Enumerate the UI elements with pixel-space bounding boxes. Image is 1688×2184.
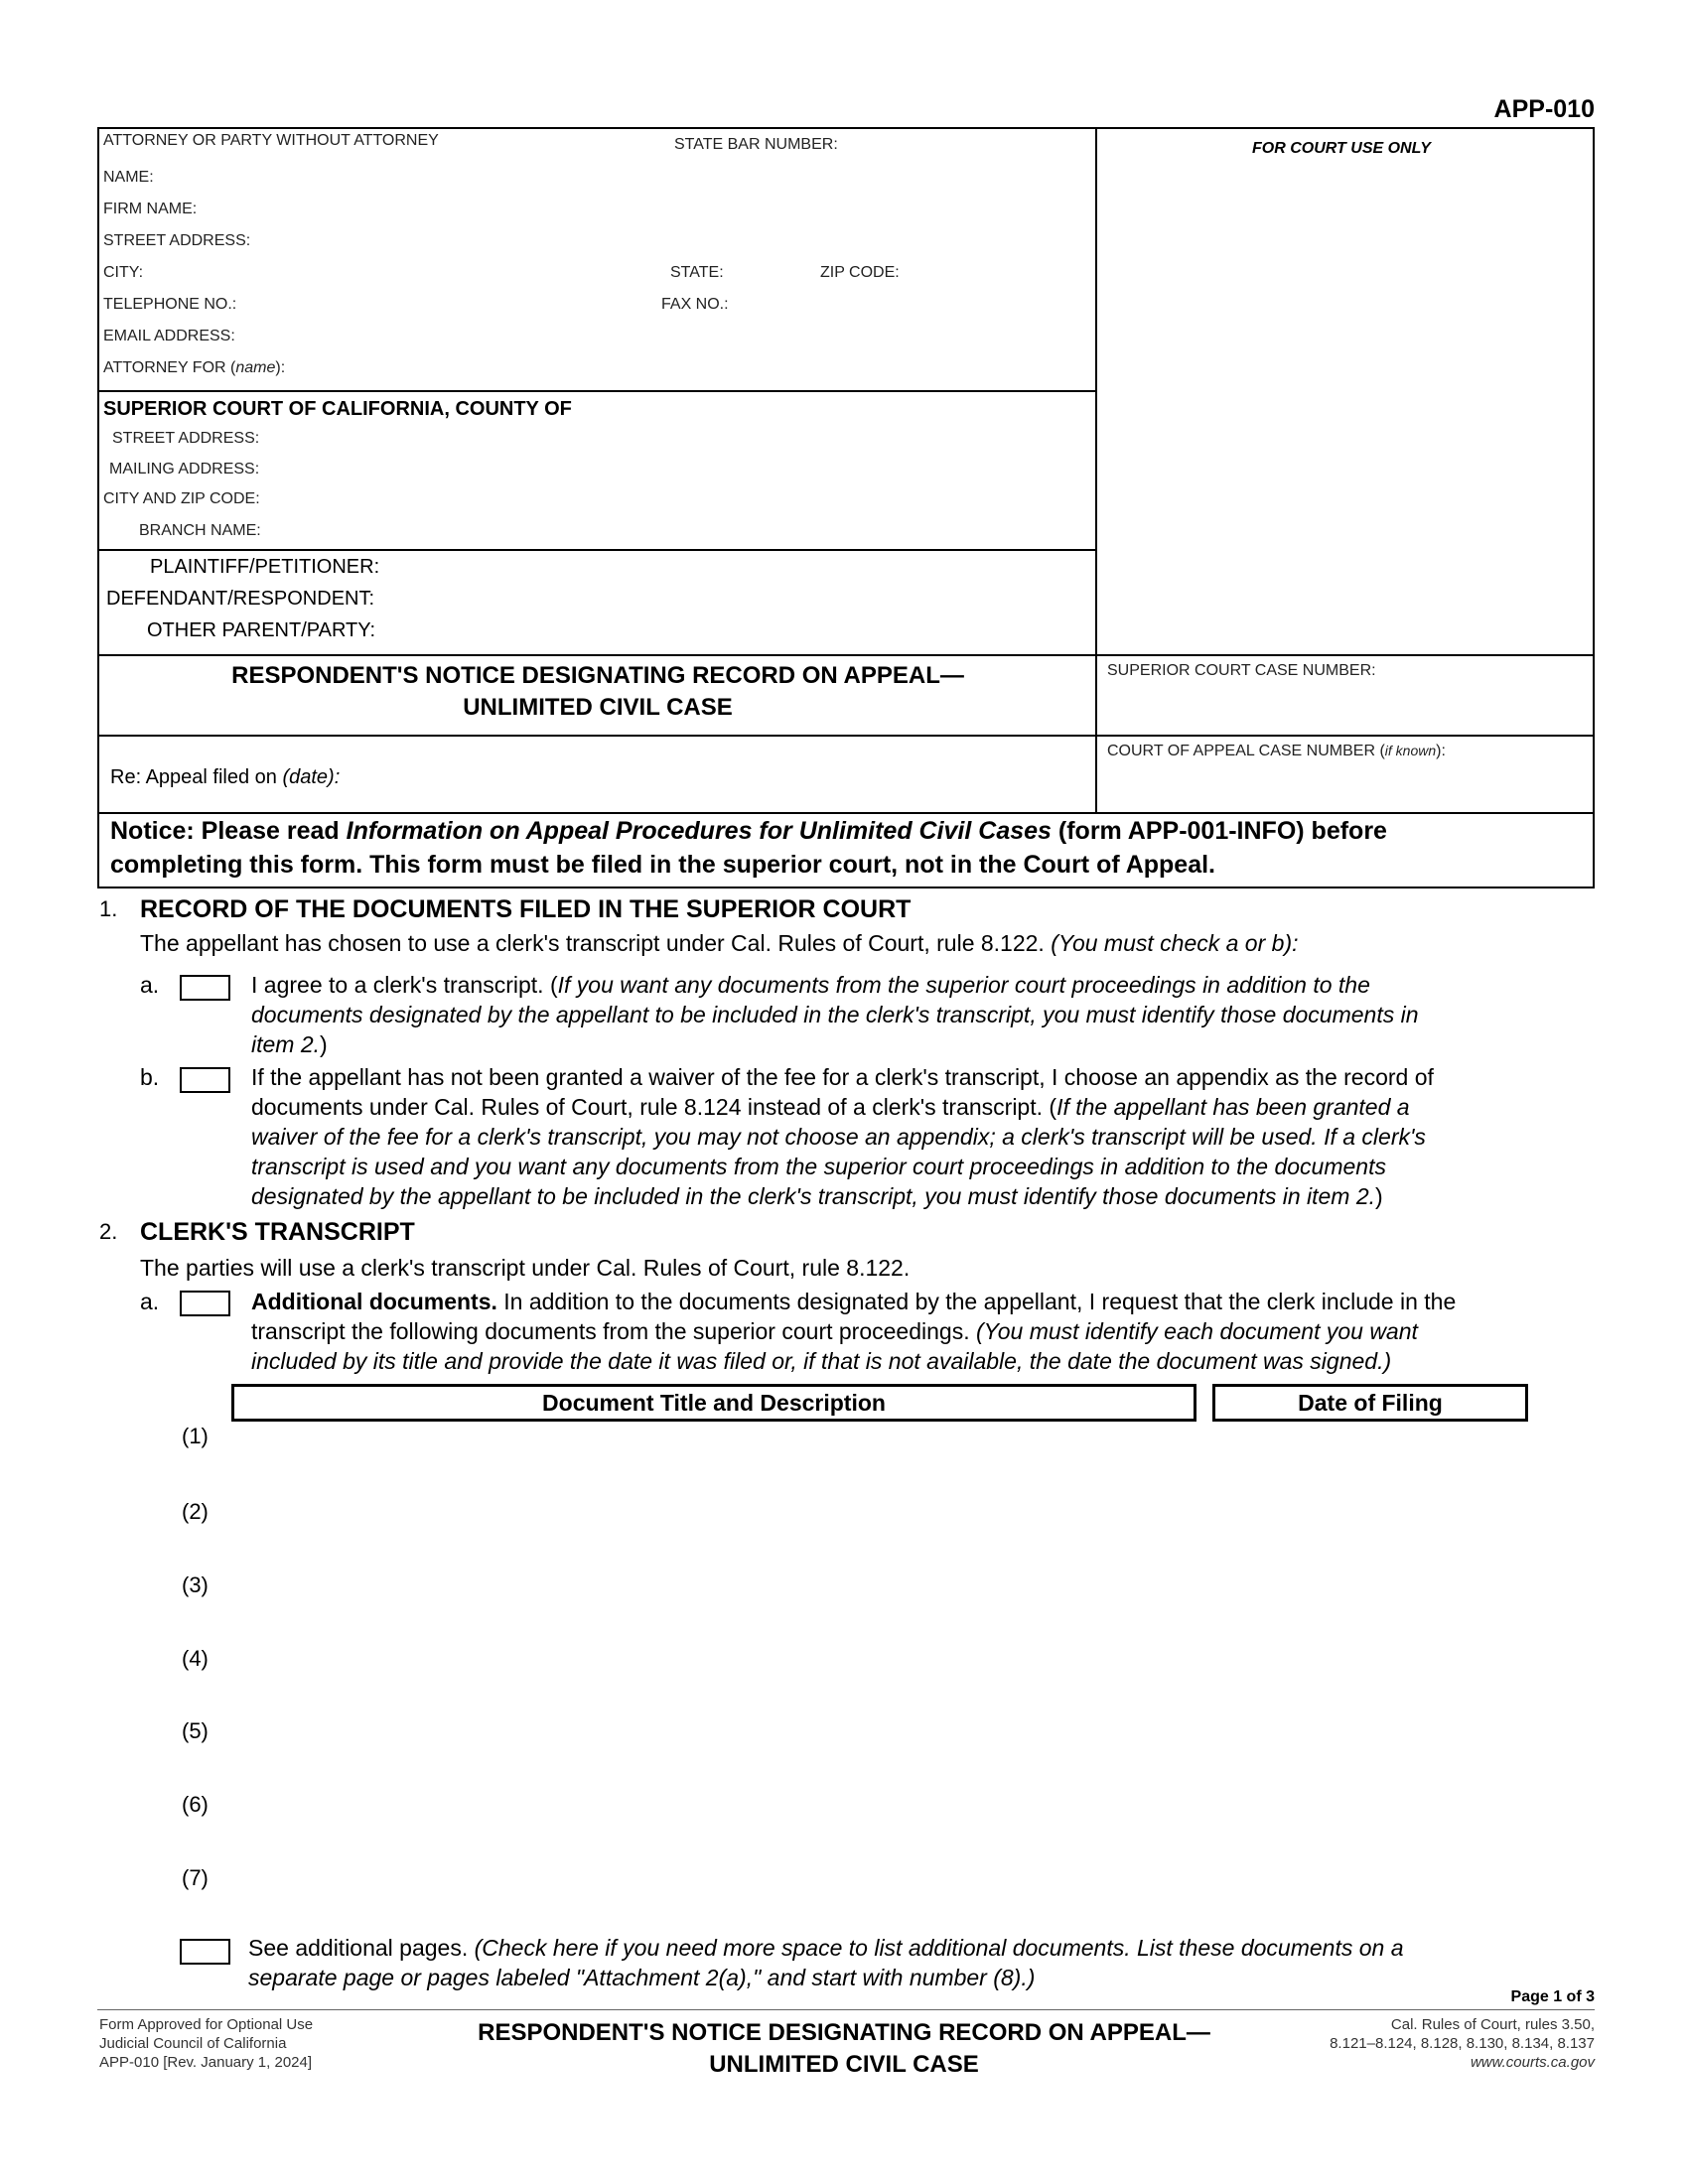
see-additional-italic: (Check here if you need more space to list additional documents. List these documents on a (474, 1935, 1404, 1961)
doc-title-input-1[interactable] (234, 1427, 1193, 1448)
re-appeal-text: Re: Appeal filed on (110, 766, 283, 788)
state-bar-input[interactable] (854, 133, 1082, 155)
county-input[interactable] (635, 398, 1082, 420)
city-input[interactable] (149, 261, 655, 283)
additional-docs-checkbox[interactable] (180, 1291, 230, 1316)
appeal-case-text: COURT OF APPEAL CASE NUMBER ( (1107, 743, 1385, 759)
option-b-line1: If the appellant has not been granted a waiver of the fee for a clerk's transcript, I choose an appendix as the record of (251, 1064, 1434, 1090)
attorney-for-name-text: name (235, 359, 276, 376)
doc-title-input-7[interactable] (234, 1868, 1193, 1890)
row-label: (1) (182, 1424, 209, 1448)
footer-rule (97, 2009, 1595, 2010)
option-b-text (251, 1062, 1587, 1211)
additional-docs-line2-plain: transcript the following documents from the superior court proceedings. (251, 1318, 976, 1344)
street-input[interactable] (263, 229, 1077, 251)
notice-part1: Notice: Please read (110, 817, 347, 845)
option-a-line1-plain: I agree to a clerk's transcript. ( (251, 972, 558, 998)
col-date-text: Date of Filing (1298, 1389, 1443, 1416)
option-b-line5: designated by the appellant to be included in the clerk's transcript, you must identify those documents in item 2. (251, 1183, 1376, 1209)
see-additional-checkbox[interactable] (180, 1939, 230, 1965)
additional-docs-line3: included by its title and provide the date it was filed or, if that is not available, the date the document was signed.) (251, 1348, 1392, 1374)
footer-left-line3: APP-010 [Rev. January 1, 2024] (99, 2054, 313, 2071)
footer-left (99, 2015, 313, 2072)
option-a-line3: item 2. (251, 1031, 321, 1057)
appeal-case-number-label (1107, 743, 1446, 760)
footer-left-line2: Judicial Council of California (99, 2035, 287, 2052)
appeal-date-input[interactable] (377, 766, 1072, 788)
city-label: CITY: (103, 264, 144, 281)
plaintiff-label: PLAINTIFF/PETITIONER: (150, 556, 380, 578)
see-additional-text (248, 1933, 1589, 1992)
defendant-input[interactable] (417, 588, 1082, 610)
doc-title-input-4[interactable] (234, 1649, 1193, 1671)
doc-title-input-3[interactable] (234, 1575, 1193, 1597)
section1-number: 1. (99, 896, 118, 921)
court-cityzip-label: CITY AND ZIP CODE: (103, 490, 260, 507)
footer-right (1330, 2015, 1595, 2072)
attorney-for-input[interactable] (298, 356, 1077, 378)
doc-date-input-3[interactable] (1215, 1575, 1525, 1597)
firm-input[interactable] (199, 198, 1077, 219)
footer-title-line2: UNLIMITED CIVIL CASE (709, 2051, 979, 2078)
appeal-case-end: ): (1436, 743, 1446, 759)
option-a-label: a. (140, 972, 160, 998)
name-label: NAME: (103, 169, 154, 186)
section2-number: 2. (99, 1219, 118, 1244)
state-label: STATE: (670, 264, 724, 281)
footer-title-line1: RESPONDENT'S NOTICE DESIGNATING RECORD ON APPEAL— (478, 2019, 1210, 2046)
superior-case-number-label: SUPERIOR COURT CASE NUMBER: (1107, 662, 1376, 679)
court-street-label: STREET ADDRESS: (112, 430, 260, 447)
form-title-line2: UNLIMITED CIVIL CASE (463, 694, 733, 721)
row-label: (7) (182, 1865, 209, 1890)
footer-left-line1: Form Approved for Optional Use (99, 2016, 314, 2033)
col-date-header (1212, 1384, 1528, 1422)
attorney-for-label (103, 359, 285, 377)
court-street-input[interactable] (283, 427, 1077, 449)
superior-case-number-input[interactable] (1107, 695, 1584, 717)
doc-date-input-2[interactable] (1215, 1502, 1525, 1524)
re-appeal-date-italic: (date): (282, 766, 341, 788)
additional-docs-text (251, 1287, 1587, 1376)
firm-label: FIRM NAME: (103, 201, 198, 217)
notice-line1 (110, 817, 1387, 846)
form-title-line1: RESPONDENT'S NOTICE DESIGNATING RECORD ON APPEAL— (231, 662, 964, 689)
state-input[interactable] (733, 261, 812, 283)
court-use-label: FOR COURT USE ONLY (1252, 140, 1431, 157)
re-appeal-label (110, 766, 340, 789)
section1-heading: RECORD OF THE DOCUMENTS FILED IN THE SUPERIOR COURT (140, 895, 912, 923)
notice-line2: completing this form. This form must be filed in the superior court, not in the Court of Appeal. (110, 851, 1215, 879)
footer-title (397, 2017, 1291, 2081)
court-cityzip-input[interactable] (283, 487, 1077, 509)
section1-intro (140, 928, 1299, 958)
see-additional-line2: separate page or pages labeled "Attachment 2(a)," and start with number (8).) (248, 1965, 1036, 1990)
divider-title-re (97, 735, 1595, 737)
row-label: (5) (182, 1718, 209, 1743)
additional-docs-line2-italic: (You must identify each document you want (975, 1318, 1418, 1344)
notice-part2: Information on Appeal Procedures for Unlimited Civil Cases (346, 817, 1052, 845)
additional-docs-bold: Additional documents. (251, 1289, 497, 1314)
zip-input[interactable] (909, 261, 1077, 283)
doc-title-input-6[interactable] (234, 1795, 1193, 1817)
option-a-line2: documents designated by the appellant to be included in the clerk's transcript, you must identify those documents in (251, 1002, 1419, 1027)
defendant-label: DEFENDANT/RESPONDENT: (106, 588, 375, 610)
doc-date-input-7[interactable] (1215, 1868, 1525, 1890)
courts-website-link[interactable]: www.courts.ca.gov (1470, 2054, 1595, 2071)
appeal-case-number-input[interactable] (1107, 776, 1584, 798)
fax-label: FAX NO.: (661, 296, 729, 313)
page-number: Page 1 of 3 (1510, 1988, 1595, 2005)
attorney-title: ATTORNEY OR PARTY WITHOUT ATTORNEY (103, 132, 439, 149)
row-label: (3) (182, 1572, 209, 1597)
row-label: (4) (182, 1646, 209, 1671)
option-b-line2-italic: If the appellant has been granted a (1056, 1094, 1410, 1120)
court-mailing-input[interactable] (283, 458, 1077, 479)
option-a-line3-end: ) (320, 1031, 328, 1057)
see-additional-plain: See additional pages. (248, 1935, 475, 1961)
notice-part3: (form APP-001-INFO) before (1051, 817, 1387, 845)
form-number: APP-010 (1493, 95, 1595, 123)
option-a-checkbox[interactable] (180, 975, 230, 1001)
additional-docs-line1: In addition to the documents designated by the appellant, I request that the clerk include in the (496, 1289, 1457, 1314)
section2-a-label: a. (140, 1289, 160, 1314)
doc-date-input-6[interactable] (1215, 1795, 1525, 1817)
zip-label: ZIP CODE: (820, 264, 900, 281)
state-bar-label: STATE BAR NUMBER: (674, 136, 838, 153)
fax-input[interactable] (740, 293, 1077, 315)
row-label: (6) (182, 1792, 209, 1817)
divider-parties-title (97, 654, 1595, 656)
attorney-for-end-text: ): (275, 359, 286, 376)
col-title-text: Document Title and Description (542, 1389, 886, 1416)
name-input[interactable] (164, 166, 1077, 188)
court-branch-label: BRANCH NAME: (139, 522, 261, 539)
divider-court-parties (97, 549, 1096, 551)
col-title-header (231, 1384, 1196, 1422)
attorney-for-text: ATTORNEY FOR ( (103, 359, 236, 376)
option-b-line3: waiver of the fee for a clerk's transcript, you may not choose an appendix; a clerk's transcript will be used. If a clerk's (251, 1124, 1426, 1150)
doc-title-input-2[interactable] (234, 1502, 1193, 1524)
doc-date-input-5[interactable] (1215, 1721, 1525, 1743)
plaintiff-input[interactable] (417, 556, 1082, 578)
court-title: SUPERIOR COURT OF CALIFORNIA, COUNTY OF (103, 398, 572, 420)
other-party-label: OTHER PARENT/PARTY: (147, 619, 376, 641)
doc-date-input-4[interactable] (1215, 1649, 1525, 1671)
footer-right-line1: Cal. Rules of Court, rules 3.50, (1390, 2016, 1595, 2033)
email-label: EMAIL ADDRESS: (103, 328, 235, 344)
option-b-line5-end: ) (1375, 1183, 1383, 1209)
telephone-input[interactable] (213, 293, 650, 315)
option-b-line4: transcript is used and you want any documents from the superior court proceedings in addition to the documents (251, 1154, 1386, 1179)
footer-right-line2: 8.121–8.124, 8.128, 8.130, 8.134, 8.137 (1330, 2035, 1595, 2052)
option-b-line2-plain: documents under Cal. Rules of Court, rule 8.124 instead of a clerk's transcript. ( (251, 1094, 1057, 1120)
doc-title-input-5[interactable] (234, 1721, 1193, 1743)
section1-intro-italic: (You must check a or b): (1051, 930, 1299, 956)
court-branch-input[interactable] (283, 519, 1077, 541)
telephone-label: TELEPHONE NO.: (103, 296, 237, 313)
section1-intro-text: The appellant has chosen to use a clerk's transcript under Cal. Rules of Court, rule 8.122. (140, 930, 1052, 956)
option-a-line1-italic: If you want any documents from the superior court proceedings in addition to the (557, 972, 1370, 998)
appeal-case-italic: if known (1384, 743, 1437, 758)
option-a-text (251, 970, 1582, 1059)
row-label: (2) (182, 1499, 209, 1524)
street-label: STREET ADDRESS: (103, 232, 251, 249)
doc-date-input-1[interactable] (1215, 1427, 1525, 1448)
option-b-label: b. (140, 1064, 160, 1090)
section2-intro: The parties will use a clerk's transcript under Cal. Rules of Court, rule 8.122. (140, 1255, 911, 1281)
court-mailing-label: MAILING ADDRESS: (109, 461, 260, 478)
email-input[interactable] (248, 325, 1077, 346)
section2-heading: CLERK'S TRANSCRIPT (140, 1218, 415, 1246)
option-b-checkbox[interactable] (180, 1067, 230, 1093)
other-party-input[interactable] (417, 619, 1082, 641)
divider-attorney-court (97, 390, 1096, 392)
